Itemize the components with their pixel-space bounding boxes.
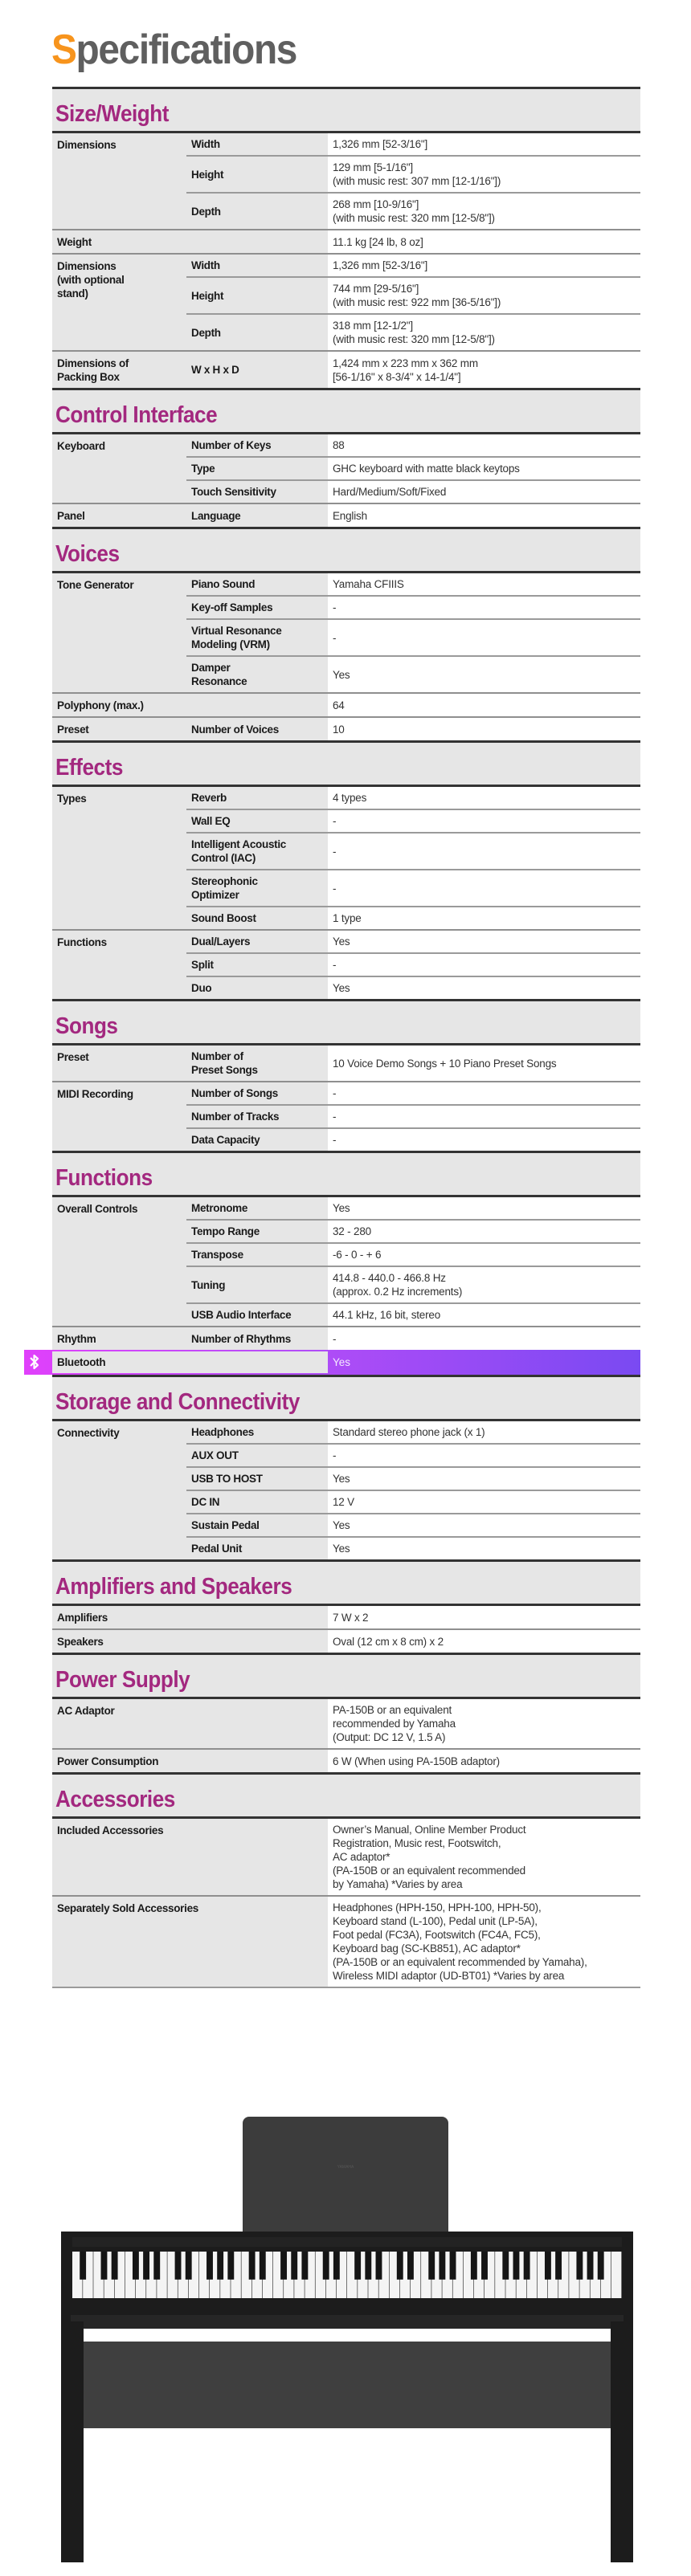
black-key [471, 2252, 477, 2280]
spec-category: MIDI Recording [52, 1082, 186, 1151]
spec-value: 10 Voice Demo Songs + 10 Piano Preset Songs [328, 1045, 640, 1082]
spec-subcategory: Damper Resonance [186, 656, 328, 693]
section-header [52, 1375, 640, 1419]
spec-subcategory: Headphones [186, 1420, 328, 1445]
spec-category: Rhythm [52, 1327, 186, 1350]
section-header [52, 999, 640, 1043]
black-key [397, 2252, 403, 2280]
section-title: Functions [55, 1165, 153, 1191]
section-header [52, 740, 640, 785]
black-key [513, 2252, 520, 2280]
black-key [227, 2252, 234, 2280]
spec-value: Headphones (HPH-150, HPH-100, HPH-50), Keyboard stand (L-100), Pedal unit (LP-5A), Foot pedal (FC3A), Footswitch (FC4A, FC5), Keyboard bag (SC-KB851), AC adaptor* (PA-150B or an equivalent recommended by Yamaha), Wireless MIDI adaptor (UD-BT01) *Varies by area [328, 1896, 640, 1987]
stand-leg-right [611, 2321, 633, 2562]
spec-value: English [328, 503, 640, 527]
spec-value: Yes [328, 976, 640, 999]
section-effects [52, 740, 640, 999]
spec-value: Yes [328, 1196, 640, 1221]
spec-value: Hard/Medium/Soft/Fixed [328, 480, 640, 503]
spec-subcategory: DC IN [186, 1490, 328, 1514]
spec-subcategory: Number of Keys [186, 434, 328, 458]
spec-value: 1,424 mm x 223 mm x 362 mm [56-1/16" x 8-3/4" x 14-1/4"] [328, 351, 640, 388]
spec-value: 7 W x 2 [328, 1605, 640, 1630]
spec-row [52, 1896, 640, 1987]
spec-category: Power Consumption [52, 1749, 328, 1772]
stand-crossbar [71, 2315, 624, 2329]
spec-row [52, 693, 640, 717]
black-key [450, 2252, 456, 2280]
spec-category: Amplifiers [52, 1605, 328, 1630]
spec-value: - [328, 953, 640, 976]
spec-subcategory: Depth [186, 314, 328, 351]
black-key [524, 2252, 530, 2280]
stand-leg-left [61, 2321, 84, 2562]
music-rest [243, 2117, 448, 2242]
spec-category: Included Accessories [52, 1818, 328, 1897]
black-key [153, 2252, 160, 2280]
spec-subcategory: USB TO HOST [186, 1467, 328, 1490]
bluetooth-value: Yes [333, 1356, 351, 1368]
spec-value: Standard stereo phone jack (x 1) [328, 1420, 640, 1445]
spec-subcategory: Number of Voices [186, 717, 328, 740]
spec-subcategory: Split [186, 953, 328, 976]
control-strip [72, 2237, 622, 2247]
section-storage-and-connectivity [52, 1375, 640, 1559]
section-title: Control Interface [55, 402, 218, 428]
spec-value: 744 mm [29-5/16"] (with music rest: 922 mm [36-5/16"]) [328, 277, 640, 314]
black-key [481, 2252, 488, 2280]
spec-category: Preset [52, 717, 186, 740]
white-key [611, 2252, 622, 2298]
spec-category: Tone Generator [52, 573, 186, 694]
spec-value: - [328, 1128, 640, 1151]
title-first-letter: S [51, 26, 76, 73]
section-title: Songs [55, 1013, 118, 1039]
spec-category: Preset [52, 1045, 186, 1082]
black-key [428, 2252, 435, 2280]
spec-value: Yes [328, 1514, 640, 1537]
spec-value: - [328, 809, 640, 833]
spec-subcategory: Width [186, 254, 328, 277]
black-key [323, 2252, 329, 2280]
spec-value: PA-150B or an equivalent recommended by Yamaha (Output: DC 12 V, 1.5 A) [328, 1698, 640, 1750]
stand-back-panel [71, 2342, 624, 2428]
spec-row [52, 1698, 640, 1750]
section-control-interface [52, 388, 640, 527]
spec-row [52, 351, 640, 388]
spec-value: Yes [328, 1537, 640, 1559]
spec-subcategory: Dual/Layers [186, 930, 328, 953]
spec-value: Yamaha CFIIIS [328, 573, 640, 597]
spec-value: - [328, 870, 640, 907]
spec-category: Functions [52, 930, 186, 999]
black-key [354, 2252, 361, 2280]
spec-row [52, 1420, 640, 1445]
black-key [439, 2252, 445, 2280]
black-key [280, 2252, 287, 2280]
black-key [545, 2252, 551, 2280]
spec-value: 318 mm [12-1/2"] (with music rest: 320 mm [12-5/8"]) [328, 314, 640, 351]
black-key [133, 2252, 139, 2280]
spec-category: Separately Sold Accessories [52, 1896, 328, 1987]
spec-subcategory: Height [186, 156, 328, 193]
section-title: Voices [55, 541, 120, 567]
spec-category: AC Adaptor [52, 1698, 328, 1750]
spec-row [52, 1818, 640, 1897]
spec-value: 11.1 kg [24 lb, 8 oz] [328, 230, 640, 254]
black-key [260, 2252, 266, 2280]
black-key [217, 2252, 223, 2280]
spec-subcategory: Tempo Range [186, 1220, 328, 1243]
spec-category: Dimensions [52, 132, 186, 230]
spec-subcategory: Wall EQ [186, 809, 328, 833]
specifications-table [52, 87, 640, 1988]
section-power-supply [52, 1653, 640, 1772]
spec-category: Connectivity [52, 1420, 186, 1560]
spec-value: - [328, 1444, 640, 1467]
spec-subcategory: Width [186, 132, 328, 157]
section-title: Amplifiers and Speakers [55, 1574, 292, 1600]
spec-category: Speakers [52, 1629, 328, 1653]
black-key [555, 2252, 562, 2280]
section-header [52, 1772, 640, 1816]
spec-value: 6 W (When using PA-150B adaptor) [328, 1749, 640, 1772]
section-header [52, 1151, 640, 1195]
section-header [52, 1559, 640, 1604]
spec-subcategory: Touch Sensitivity [186, 480, 328, 503]
spec-value: - [328, 596, 640, 619]
spec-subcategory: Metronome [186, 1196, 328, 1221]
section-title: Effects [55, 755, 123, 781]
section-title: Storage and Connectivity [55, 1389, 300, 1415]
spec-row [52, 1629, 640, 1653]
spec-row [52, 786, 640, 810]
spec-row [52, 434, 640, 458]
black-key [333, 2252, 340, 2280]
spec-value: Yes [328, 930, 640, 953]
spec-value: Yes [328, 656, 640, 693]
spec-value: 64 [328, 693, 640, 717]
spec-row [52, 1082, 640, 1105]
spec-value: 129 mm [5-1/16"] (with music rest: 307 mm [12-1/16"]) [328, 156, 640, 193]
bluetooth-row [24, 1350, 640, 1375]
spec-category: Keyboard [52, 434, 186, 504]
black-key [101, 2252, 108, 2280]
spec-subcategory: Data Capacity [186, 1128, 328, 1151]
spec-subcategory: Virtual Resonance Modeling (VRM) [186, 619, 328, 656]
spec-category: Dimensions (with optional stand) [52, 254, 186, 351]
black-key [291, 2252, 297, 2280]
spec-subcategory: Sound Boost [186, 907, 328, 930]
spec-value: Oval (12 cm x 8 cm) x 2 [328, 1629, 640, 1653]
section-size-weight [52, 87, 640, 388]
spec-subcategory: Piano Sound [186, 573, 328, 597]
section-songs [52, 999, 640, 1151]
table-end-divider [52, 1987, 640, 1988]
spec-subcategory: Number of Tracks [186, 1105, 328, 1128]
section-header [52, 1653, 640, 1697]
spec-row [52, 1605, 640, 1630]
spec-value: 88 [328, 434, 640, 458]
spec-subcategory: AUX OUT [186, 1444, 328, 1467]
spec-subcategory: Number of Preset Songs [186, 1045, 328, 1082]
spec-value: Owner’s Manual, Online Member Product Registration, Music rest, Footswitch, AC adaptor* (PA-150B or an equivalent recommended by Yamaha) *Varies by area [328, 1818, 640, 1897]
spec-subcategory: Number of Songs [186, 1082, 328, 1105]
section-header [52, 527, 640, 571]
spec-value: 1 type [328, 907, 640, 930]
spec-value: 4 types [328, 786, 640, 810]
spec-subcategory: USB Audio Interface [186, 1303, 328, 1327]
spec-category: Dimensions of Packing Box [52, 351, 186, 388]
black-key [249, 2252, 256, 2280]
page-title [51, 26, 297, 73]
spec-subcategory: Language [186, 503, 328, 527]
section-functions [52, 1151, 640, 1375]
section-title: Power Supply [55, 1667, 190, 1693]
spec-category: Weight [52, 230, 328, 254]
product-image [61, 2117, 633, 2566]
spec-row [52, 930, 640, 953]
spec-subcategory: Transpose [186, 1243, 328, 1266]
spec-value: - [328, 1105, 640, 1128]
section-voices [52, 527, 640, 740]
black-key [407, 2252, 414, 2280]
spec-category: Panel [52, 503, 186, 527]
spec-value: - [328, 619, 640, 656]
spec-row [52, 573, 640, 597]
black-key [143, 2252, 149, 2280]
spec-value: -6 - 0 - + 6 [328, 1243, 640, 1266]
black-key [598, 2252, 604, 2280]
spec-row [52, 1045, 640, 1082]
spec-value: 1,326 mm [52-3/16"] [328, 132, 640, 157]
black-key [186, 2252, 192, 2280]
section-title: Accessories [55, 1787, 175, 1812]
spec-row [52, 503, 640, 527]
section-amplifiers-and-speakers [52, 1559, 640, 1653]
spec-value: 268 mm [10-9/16"] (with music rest: 320 mm [12-5/8"]) [328, 193, 640, 230]
spec-subcategory: Number of Rhythms [186, 1327, 328, 1350]
spec-value: - [328, 1327, 640, 1350]
bluetooth-icon [27, 1354, 42, 1370]
spec-subcategory: Height [186, 277, 328, 314]
black-key [112, 2252, 118, 2280]
spec-row [52, 717, 640, 740]
black-key [206, 2252, 213, 2280]
spec-value: 12 V [328, 1490, 640, 1514]
spec-subcategory: Key-off Samples [186, 596, 328, 619]
spec-row [52, 132, 640, 157]
spec-value: 414.8 - 440.0 - 466.8 Hz (approx. 0.2 Hz increments) [328, 1266, 640, 1303]
spec-value: 44.1 kHz, 16 bit, stereo [328, 1303, 640, 1327]
black-key [365, 2252, 371, 2280]
spec-subcategory: Intelligent Acoustic Control (IAC) [186, 833, 328, 870]
section-header [52, 87, 640, 131]
spec-subcategory: Type [186, 457, 328, 480]
bluetooth-label: Bluetooth [52, 1351, 328, 1373]
spec-subcategory: Stereophonic Optimizer [186, 870, 328, 907]
spec-category: Overall Controls [52, 1196, 186, 1327]
spec-value: 10 [328, 717, 640, 740]
black-key [175, 2252, 182, 2280]
spec-value: - [328, 833, 640, 870]
spec-category: Polyphony (max.) [52, 693, 328, 717]
spec-subcategory: Duo [186, 976, 328, 999]
black-key [587, 2252, 594, 2280]
black-key [301, 2252, 308, 2280]
spec-value: 32 - 280 [328, 1220, 640, 1243]
black-key [376, 2252, 382, 2280]
title-rest: pecifications [76, 26, 297, 73]
section-title: Size/Weight [55, 101, 170, 127]
spec-value: GHC keyboard with matte black keytops [328, 457, 640, 480]
spec-row [52, 1749, 640, 1772]
spec-value: 1,326 mm [52-3/16"] [328, 254, 640, 277]
spec-subcategory: Depth [186, 193, 328, 230]
section-header [52, 388, 640, 432]
spec-subcategory: Tuning [186, 1266, 328, 1303]
spec-value: Yes [328, 1467, 640, 1490]
spec-row [52, 230, 640, 254]
music-rest-logo: YAMAHA [337, 2165, 354, 2170]
spec-row [52, 1327, 640, 1350]
section-accessories [52, 1772, 640, 1987]
black-key [80, 2252, 86, 2280]
black-key [576, 2252, 583, 2280]
black-key [502, 2252, 509, 2280]
spec-value: - [328, 1082, 640, 1105]
spec-subcategory: Sustain Pedal [186, 1514, 328, 1537]
spec-row [52, 1196, 640, 1221]
spec-category: Types [52, 786, 186, 931]
spec-subcategory: Reverb [186, 786, 328, 810]
spec-subcategory: W x H x D [186, 351, 328, 388]
spec-subcategory: Pedal Unit [186, 1537, 328, 1559]
spec-row [52, 254, 640, 277]
